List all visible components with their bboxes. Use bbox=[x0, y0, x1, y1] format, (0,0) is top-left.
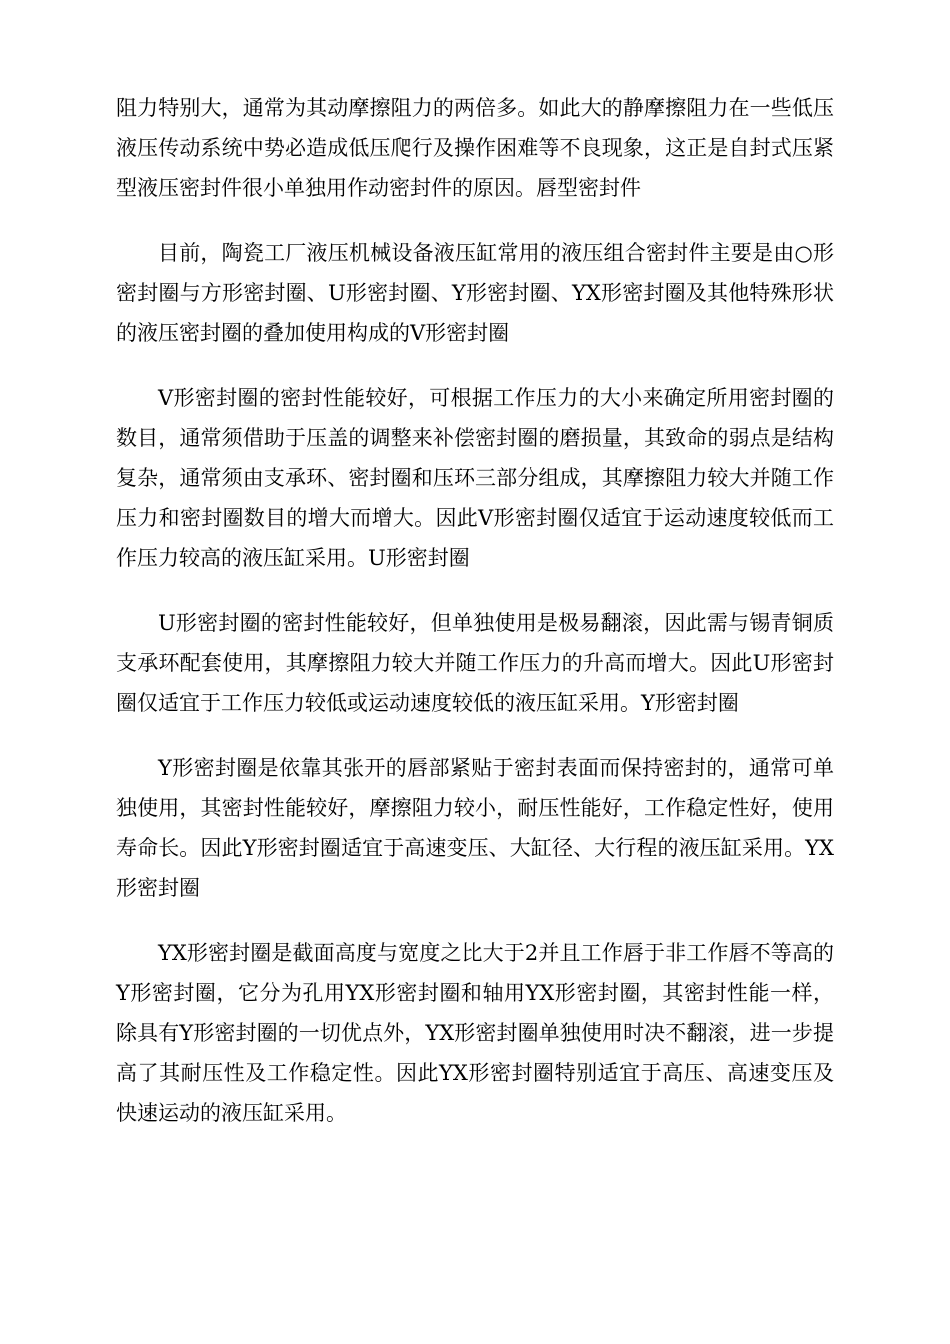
paragraph-6: YX形密封圈是截面高度与宽度之比大于2并且工作唇于非工作唇不等高的Y形密封圈，它分为孔用YX形密封圈和轴用YX形密封圈，其密封性能一样，除具有Y形密封圈的一切优点外，YX形密封圈单独使用时决不翻滚，进一步提高了其耐压性及工作稳定性。因此YX形密封圈特别适宜于高压、高速变压及快速运动的液压缸采用。 bbox=[116, 941, 834, 1125]
paragraph-2: 目前，陶瓷工厂液压机械设备液压缸常用的液压组合密封件主要是由○形密封圈与方形密封圈、U形密封圈、Y形密封圈、YX形密封圈及其他特殊形状的液压密封圈的叠加使用构成的V形密封圈 bbox=[116, 241, 834, 345]
paragraph-4: U形密封圈的密封性能较好，但单独使用是极易翻滚，因此需与锡青铜质支承环配套使用，其摩擦阻力较大并随工作压力的升高而增大。因此U形密封圈仅适宜于工作压力较低或运动速度较低的液压缸采用。Y形密封圈 bbox=[116, 611, 834, 715]
paragraph-5: Y形密封圈是依靠其张开的唇部紧贴于密封表面而保持密封的，通常可单独使用，其密封性能较好，摩擦阻力较小，耐压性能好，工作稳定性好，使用寿命长。因此Y形密封圈适宜于高速变压、大缸径、大行程的液压缸采用。YX形密封圈 bbox=[116, 756, 834, 900]
paragraph-3: V形密封圈的密封性能较好，可根据工作压力的大小来确定所用密封圈的数目，通常须借助于压盖的调整来补偿密封圈的磨损量，其致命的弱点是结构复杂，通常须由支承环、密封圈和压环三部分组成，其摩擦阻力较大并随工作压力和密封圈数目的增大而增大。因此V形密封圈仅适宜于运动速度较低而工作压力较高的液压缸采用。U形密封圈 bbox=[116, 386, 834, 570]
document-page bbox=[116, 88, 834, 1158]
paragraph-1: 阻力特别大，通常为其动摩擦阻力的两倍多。如此大的静摩擦阻力在一些低压液压传动系统中势必造成低压爬行及操作困难等不良现象，这正是自封式压紧型液压密封件很小单独用作动密封件的原因。唇型密封件 bbox=[116, 96, 834, 200]
